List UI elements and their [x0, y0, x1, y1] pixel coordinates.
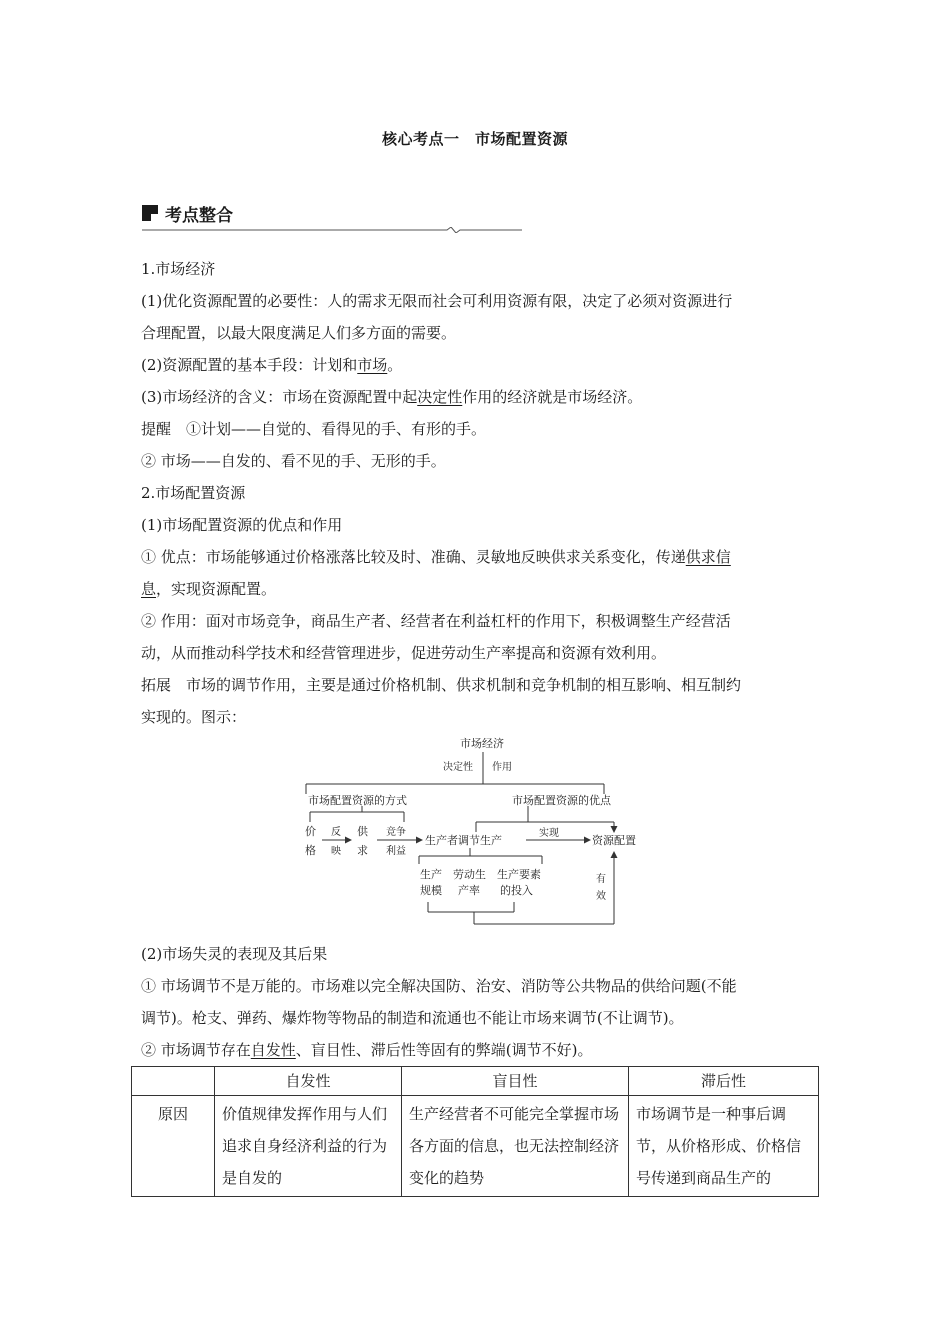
paragraph: 动，从而推动科学技术和经营管理进步，促进劳动生产率提高和资源有效利用。	[141, 644, 667, 662]
label-effective: 有	[596, 874, 606, 885]
node-supply-demand: 求	[357, 844, 368, 857]
paragraph: 2.市场配置资源	[141, 484, 246, 502]
paragraph: 拓展 市场的调节作用，主要是通过价格机制、供求机制和竞争机制的相互影响、相互制约	[141, 676, 742, 694]
paragraph: ② 作用：面对市场竞争，商品生产者、经营者在利益杠杆的作用下，积极调整生产经营活	[141, 612, 731, 630]
paragraph: ① 市场调节不是万能的。市场难以完全解决国防、治安、消防等公共物品的供给问题(不能	[141, 977, 737, 995]
market-mechanism-diagram	[300, 734, 660, 930]
paragraph: 实现的。图示：	[141, 708, 247, 726]
body-text-bottom	[141, 938, 821, 1066]
node-producer-adjust: 生产者调节生产	[425, 834, 502, 847]
table-cell: 价值规律发挥作用与人们追求自身经济利益的行为是自发的	[215, 1096, 402, 1197]
paragraph: 息，实现资源配置。	[141, 580, 277, 598]
paragraph: (3)市场经济的含义：市场在资源配置中起决定性作用的经济就是市场经济。	[141, 388, 643, 406]
paragraph: (1)优化资源配置的必要性：人的需求无限而社会可利用资源有限，决定了必须对资源进行	[141, 292, 733, 310]
table-header-cell	[132, 1067, 215, 1096]
section-header	[142, 201, 522, 231]
table-header-cell: 自发性	[215, 1067, 402, 1096]
paragraph: (2)资源配置的基本手段：计划和市场。	[141, 356, 403, 374]
table-header-cell: 滞后性	[629, 1067, 819, 1096]
label-interest: 利益	[386, 846, 406, 857]
square-corner-icon	[142, 205, 158, 221]
node-market-economy: 市场经济	[460, 737, 504, 750]
label-role: 作用	[492, 762, 512, 773]
paragraph: ② 市场调节存在自发性、盲目性、滞后性等固有的弊端(调节不好)。	[141, 1041, 593, 1059]
node-resource-allocation: 资源配置	[592, 834, 636, 847]
paragraph: ② 市场——自发的、看不见的手、无形的手。	[141, 452, 446, 470]
paragraph: 1.市场经济	[141, 260, 216, 278]
node-price: 价	[305, 825, 316, 838]
label-decisive: 决定性	[443, 762, 473, 773]
paragraph: (2)市场失灵的表现及其后果	[141, 945, 328, 963]
label-competition: 竞争	[386, 827, 406, 838]
table-header-cell: 盲目性	[402, 1067, 629, 1096]
node-labor-productivity: 产率	[458, 884, 480, 897]
node-production-scale: 生产	[420, 868, 442, 881]
body-text-top	[141, 253, 821, 733]
node-labor-productivity: 劳动生	[453, 868, 486, 881]
paragraph: 调节)。枪支、弹药、爆炸物等物品的制造和流通也不能让市场来调节(不让调节)。	[141, 1009, 684, 1027]
table-cell: 生产经营者不可能完全掌握市场各方面的信息，也无法控制经济变化的趋势	[402, 1096, 629, 1197]
blank-answer: 市场	[357, 356, 388, 374]
paragraph: 合理配置，以最大限度满足人们多方面的需要。	[141, 324, 457, 342]
section-title: 考点整合	[165, 206, 233, 226]
node-allocation-advantage: 市场配置资源的优点	[512, 794, 611, 807]
node-production-scale: 规模	[420, 884, 442, 897]
table-header-row	[132, 1067, 819, 1096]
label-reflect: 映	[331, 846, 341, 857]
page-title: 核心考点一 市场配置资源	[381, 130, 568, 148]
section-divider	[142, 227, 522, 233]
node-price: 格	[305, 844, 316, 857]
label-effective: 效	[596, 891, 606, 902]
label-reflect: 反	[331, 827, 341, 838]
node-factor-input: 的投入	[500, 884, 533, 897]
label-realize: 实现	[539, 828, 559, 839]
blank-answer: 供求信	[685, 548, 731, 566]
node-factor-input: 生产要素	[497, 868, 541, 881]
blank-answer: 息	[141, 580, 157, 598]
table-row-label: 原因	[132, 1096, 215, 1197]
blank-answer: 自发性	[250, 1041, 296, 1059]
node-allocation-method: 市场配置资源的方式	[308, 794, 407, 807]
paragraph: ① 优点：市场能够通过价格涨落比较及时、准确、灵敏地反映供求关系变化，传递供求信	[141, 548, 731, 566]
table-row	[132, 1096, 819, 1197]
paragraph: (1)市场配置资源的优点和作用	[141, 516, 343, 534]
table-cell: 市场调节是一种事后调节，从价格形成、价格信号传递到商品生产的	[629, 1096, 819, 1197]
paragraph: 提醒 ①计划——自觉的、看得见的手、有形的手。	[141, 420, 487, 438]
node-supply-demand: 供	[357, 825, 368, 838]
blank-answer: 决定性	[417, 388, 463, 406]
market-failure-table	[131, 1066, 819, 1197]
